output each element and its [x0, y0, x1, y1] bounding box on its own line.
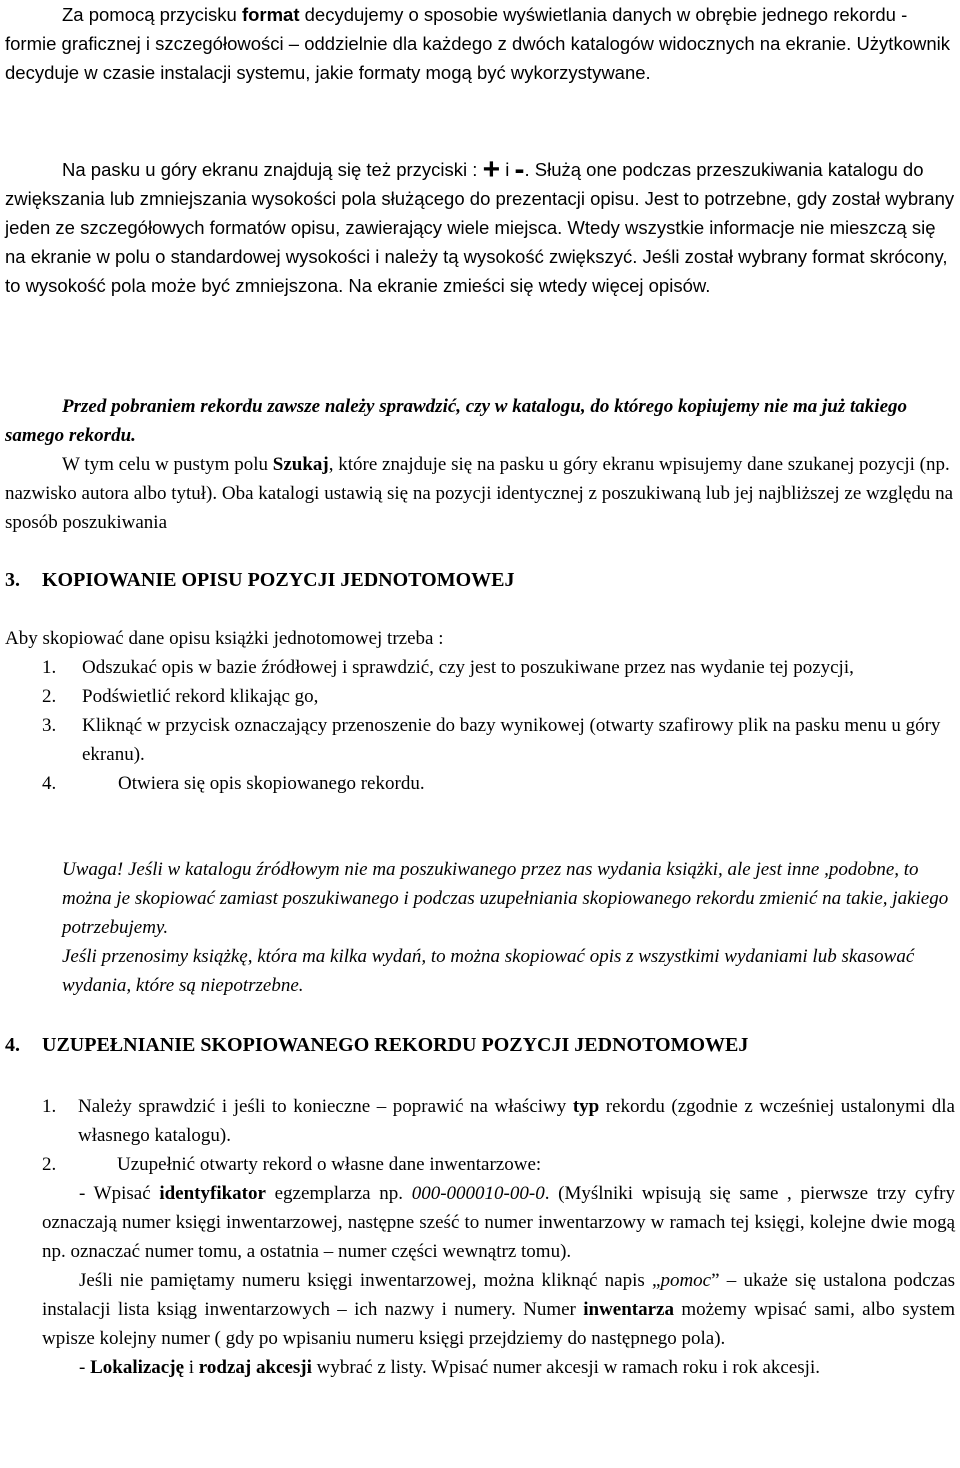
text: . Służą one podczas przeszukiwania katalogu do zwiększania lub zmniejszania wysokości pola służącego do prezentacji opisu. Jest to potrzebne, gdy został wybrany jeden ze szczegółowych formatów opisu, zawierający wiele miejsca. Wtedy wszystkie informacje nie mieszczą się na ekranie w polu o standardowej wysokości i należy tą wysokość zwiększyć. Jeśli został wybrany format skrócony, to wysokość pola może być zmniejszona. Na ekranie zmieści się wtedy więcej opisów. [5, 159, 955, 296]
text: - [79, 1357, 91, 1378]
inventory-paragraph [42, 1266, 955, 1353]
text: i [500, 159, 515, 180]
list-text: Uzupełnić otwarty rekord o własne dane inwentarzowe: [117, 1154, 542, 1175]
bold-term-szukaj: Szukaj [272, 454, 329, 475]
plus-icon: + [482, 153, 501, 186]
list-item [42, 1092, 955, 1150]
list-text: Odszukać opis w bazie źródłowej i sprawdzić, czy jest to poszukiwane przez nas wydanie tej pozycji, [82, 657, 854, 678]
text: Na pasku u góry ekranu znajdują się też przyciski : [62, 159, 483, 180]
list-number: 2. [42, 1154, 57, 1175]
list-item [5, 769, 955, 798]
bold-term-typ: typ [572, 1096, 600, 1117]
list-item [42, 1150, 955, 1179]
list-item [5, 653, 955, 682]
paragraph-plus-minus [5, 155, 955, 300]
section-title: KOPIOWANIE OPISU POZYCJI JEDNOTOMOWEJ [42, 569, 515, 591]
section-number: 3. [5, 569, 20, 591]
text: , które znajduje się na pasku u góry ekranu wpisujemy dane szukanej pozycji (np. nazwisko autora albo tytuł). Oba katalogi ustawią się na pozycji identycznej z poszukiwaną lub jej najbliższej ze względu na sposób poszukiwania [5, 454, 954, 533]
section-number: 4. [5, 1034, 20, 1056]
help-link: pomoc [660, 1270, 712, 1291]
identifier-paragraph [42, 1179, 955, 1266]
list-text: Otwiera się opis skopiowanego rekordu. [118, 773, 425, 794]
text: decydujemy o sposobie wyświetlania danych w obrębie jednego rekordu - formie graficznej i szczegółowości – oddzielnie dla każdego z dwóch katalogów widocznych na ekranie. Użytkownik decyduje w czasie instalacji systemu, jakie formaty mogą być wykorzystywane. [5, 4, 950, 83]
list-number: 2. [42, 686, 57, 707]
bold-term-rodzaj-akcesji: rodzaj akcesji [198, 1357, 312, 1378]
section-4-body [42, 1092, 955, 1382]
bold-term-lokalizacje: Lokalizację [90, 1357, 185, 1378]
list-number: 1. [42, 1096, 57, 1117]
paragraph-format [5, 0, 955, 87]
section-3-intro: Aby skopiować dane opisu książki jednotomowej trzeba : [5, 628, 444, 649]
section-title: UZUPEŁNIANIE SKOPIOWANEGO REKORDU POZYCJI JEDNOTOMOWEJ [42, 1034, 749, 1056]
text: . (Myślniki wpisują się same , pierwsze trzy cyfry oznaczają numer księgi inwentarzowej, następne sześć to numer inwentarzowy w ramach tej księgi, kolejne dwie mogą np. oznaczać numer tomu, a ostatnia – numer części wewnątrz tomu). [42, 1183, 955, 1262]
list-number: 3. [42, 715, 57, 736]
section-3-heading [5, 566, 514, 595]
section-3-steps [5, 653, 955, 798]
paragraph-check-record [5, 392, 955, 537]
text: możemy wpisać sami, albo system wpisze kolejny numer ( gdy po wpisaniu numeru księgi przejdziemy do następnego pola). [42, 1299, 955, 1349]
text: Jeśli nie pamiętamy numeru księgi inwentarzowej, można kliknąć napis „ [79, 1270, 661, 1291]
list-item [5, 711, 955, 769]
bold-italic-warning: Przed pobraniem rekordu zawsze należy sprawdzić, czy w katalogu, do którego kopiujemy nie ma już takiego samego rekordu. [5, 396, 907, 446]
note-paragraph [62, 855, 955, 1000]
bold-term-inwentarza: inwentarza [583, 1299, 674, 1320]
example-identifier: 000-000010-00-0 [411, 1183, 545, 1204]
list-item [5, 682, 955, 711]
text: - Wpisać [79, 1183, 160, 1204]
text: ” – ukaże się ustalona podczas instalacji lista ksiąg inwentarzowych – ich nazwy i numery. Numer [42, 1270, 955, 1320]
text: W tym celu w pustym polu [62, 454, 273, 475]
text: i [184, 1357, 199, 1378]
list-text: Kliknąć w przycisk oznaczający przenoszenie do bazy wynikowej (otwarty szafirowy plik na pasku menu u góry ekranu). [82, 715, 941, 765]
bold-term-format: format [241, 4, 300, 25]
location-paragraph [42, 1353, 955, 1382]
text: rekordu (zgodnie z wcześniej ustalonymi dla własnego katalogu). [78, 1096, 955, 1146]
list-number: 4. [42, 773, 57, 794]
list-text: Podświetlić rekord klikając go, [82, 686, 319, 707]
section-4-heading [5, 1031, 748, 1060]
bold-term-identyfikator: identyfikator [159, 1183, 266, 1204]
text: Należy sprawdzić i jeśli to konieczne – poprawić na właściwy [78, 1096, 573, 1117]
note-text-2: Jeśli przenosimy książkę, która ma kilka wydań, to można skopiować opis z wszystkimi wydaniami lub skasować wydania, które są niepotrzebne. [62, 946, 915, 996]
note-text: Jeśli w katalogu źródłowym nie ma poszukiwanego przez nas wydania książki, ale jest inne ,podobne, to można je skopiować zamiast poszukiwanego i podczas uzupełniania skopiowanego rekordu zmienić na takie, jakiego potrzebujemy. [62, 859, 949, 938]
minus-icon: - [514, 153, 525, 186]
text: Za pomocą przycisku [62, 4, 242, 25]
text: wybrać z listy. Wpisać numer akcesji w ramach roku i rok akcesji. [311, 1357, 820, 1378]
list-number: 1. [42, 657, 57, 678]
text: egzemplarza np. [265, 1183, 412, 1204]
note-label: Uwaga! [62, 859, 124, 880]
